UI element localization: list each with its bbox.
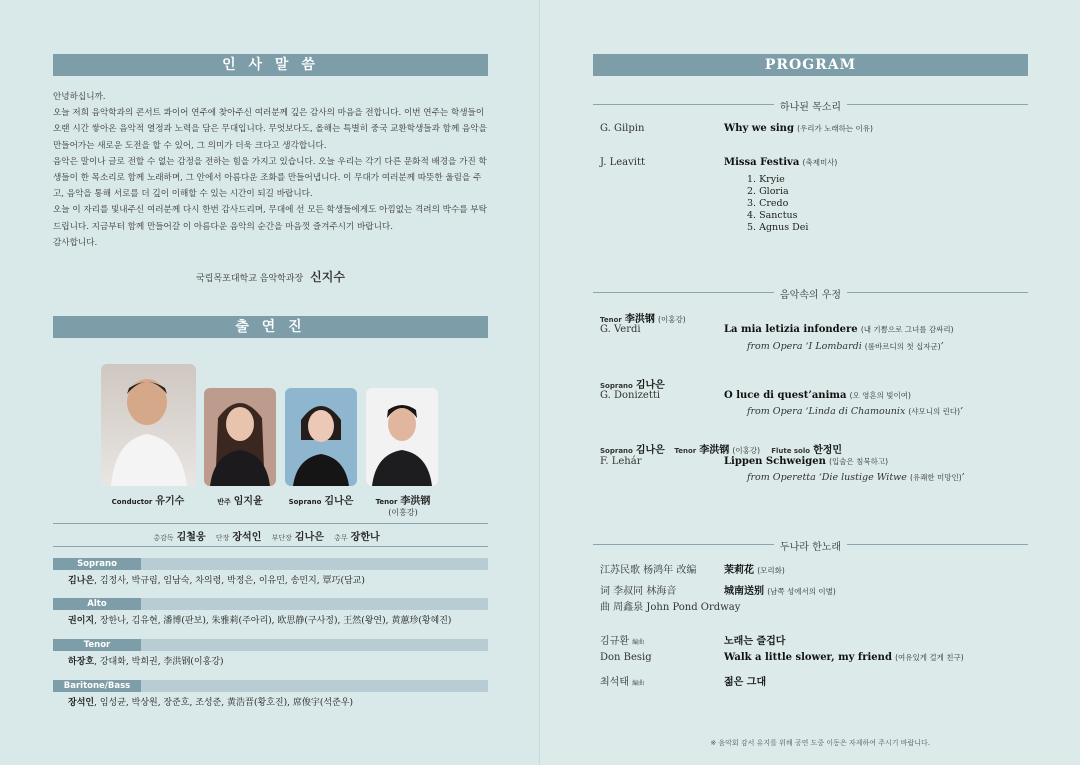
tenor-photo <box>366 388 438 486</box>
person-name: 李洪钢 <box>400 496 431 507</box>
role-label: Soprano <box>288 498 322 506</box>
pianist-photo <box>204 388 276 486</box>
composer-extra: 曲 周鑫泉 John Pond Ordway <box>600 602 741 613</box>
staff-name: 장한나 <box>350 532 380 543</box>
greeting-para: 안녕하십니까. <box>53 92 106 102</box>
work-title <box>724 157 837 168</box>
section-heading-text: 하나된 목소리 <box>774 102 847 113</box>
work-title-kr: (오 영혼의 빛이여) <box>849 391 911 400</box>
alto-section-bar <box>53 598 488 610</box>
opera-kr: (롬바르디의 첫 십자군) <box>864 342 941 351</box>
work-title-kr: (모리화) <box>757 566 785 575</box>
work-title-kr: (여유있게 걸게 친구) <box>895 653 964 662</box>
section-members: , 강대화, 박희권, 李洪钢(이홍강) <box>94 657 224 667</box>
work-title-text: Why we sing <box>724 123 794 134</box>
staff-line <box>53 528 488 543</box>
signature <box>53 268 488 285</box>
person-name: 유기수 <box>155 496 185 507</box>
performer-sub: (이홍강) <box>658 315 686 324</box>
work-title <box>724 632 785 647</box>
composer-name: 최석태 <box>600 677 629 688</box>
soprano-members <box>68 573 365 586</box>
staff-name: 김나은 <box>294 532 324 543</box>
greeting-text <box>53 89 488 251</box>
staff-role: 총감독 <box>153 534 174 542</box>
section-members: , 임성균, 박상원, 장준호, 조성준, 黄浩晋(황호진), 席俊宇(석준우) <box>94 698 353 708</box>
role-label: Soprano <box>600 447 633 455</box>
section-lead: 권이지 <box>68 616 95 626</box>
divider-line <box>53 523 488 524</box>
work-title <box>724 561 785 576</box>
opera-quote: ’ <box>961 472 965 483</box>
staff-name: 김철웅 <box>176 532 206 543</box>
role-label: Flute solo <box>771 447 811 455</box>
person-sub: (이홍강) <box>388 508 418 517</box>
work-title <box>724 652 964 663</box>
sign-name: 신지수 <box>310 270 345 284</box>
section-heading <box>593 98 1028 113</box>
work-title-text: La mia letizia infondere <box>724 324 858 335</box>
person-name: 김나은 <box>324 496 354 507</box>
movement: 2. Gloria <box>747 186 789 197</box>
greeting-para: 오늘 저희 음악학과의 콘서트 콰이어 연주에 찾아주신 여러분께 깊은 감사의 마음을 전합니다. 이번 연주는 학생들이 오랜 시간 쌓아온 음악적 열정과 노력을 담은 무대입니다. 무엇보다도, 올해는 특별히 중국 교환학생들과 함께 음악을 만들어가는 새로운 도전을 할 수 있어, 그 의미가 더욱 크다고 생각합니다. <box>53 108 487 151</box>
performer-name: 김나은 <box>635 380 665 391</box>
greeting-para: 오늘 이 자리를 빛내주신 여러분께 다시 한번 감사드리며, 무대에 선 모든 학생들에게도 아낌없는 격려의 박수를 부탁드립니다. 지금부터 함께 만들어갈 이 아름다운 음악의 순간을 마음껏 즐겨주시기 바랍니다. <box>53 205 487 232</box>
role-label: 반주 <box>217 498 231 506</box>
performer-name: 李洪钢 <box>699 445 730 456</box>
work-title <box>724 582 836 597</box>
performer-line <box>600 310 694 325</box>
role-label: Tenor <box>600 316 622 324</box>
alto-members <box>68 613 451 626</box>
opera-name: from Opera ‘I Lombardi <box>747 341 862 352</box>
composer: G. Gilpin <box>600 123 645 134</box>
opera-kr: (유쾌한 미망인) <box>909 473 962 482</box>
opera-source <box>747 406 963 417</box>
section-heading <box>593 286 1028 301</box>
conductor-photo <box>101 364 196 486</box>
role-label: Tenor <box>674 447 697 455</box>
section-heading-text: 두나라 한노래 <box>774 542 847 553</box>
bass-section-bar <box>53 680 488 692</box>
section-lead: 김나은 <box>68 576 95 586</box>
section-label: Alto <box>53 598 141 610</box>
work-title-text: O luce di quest’anima <box>724 390 847 401</box>
movement: 1. Kryie <box>747 174 785 185</box>
opera-kr: (샤모니의 린다) <box>908 407 961 416</box>
work-title-kr: (남쪽 성에서의 이별) <box>767 587 836 596</box>
conductor-caption <box>98 492 198 507</box>
role-label: Conductor <box>111 498 153 506</box>
composer: 词 李叔同 林海音 <box>600 586 677 597</box>
work-title <box>724 324 954 335</box>
movement: 5. Agnus Dei <box>747 222 809 233</box>
movement: 3. Credo <box>747 198 789 209</box>
work-title-kr: (축제미사) <box>802 158 838 167</box>
work-title <box>724 390 911 401</box>
role-label: Soprano <box>600 382 633 390</box>
composer: J. Leavitt <box>600 157 645 168</box>
work-title-kr: (내 기쁨으로 그녀를 감싸리) <box>860 325 954 334</box>
sign-org: 국립목포대학교 음악학과장 <box>196 274 304 284</box>
opera-name: from Opera ‘Linda di Chamounix <box>747 406 906 417</box>
performers-title: 출 연 진 <box>53 316 488 338</box>
composer: G. Verdi <box>600 324 641 335</box>
opera-quote: ’ <box>960 406 964 417</box>
staff-role: 단장 <box>215 534 230 542</box>
divider-line <box>53 546 488 547</box>
opera-quote: ’ <box>940 341 944 352</box>
opera-source <box>747 341 944 352</box>
program-title: PROGRAM <box>593 54 1028 76</box>
section-lead: 장석인 <box>68 698 95 708</box>
soprano-photo <box>285 388 357 486</box>
work-title-text: 노래는 즐겁다 <box>724 636 786 647</box>
movement-list <box>747 174 808 234</box>
soprano-section-bar <box>53 558 488 570</box>
work-title-text: Missa Festiva <box>724 157 800 168</box>
composer: F. Lehár <box>600 456 642 467</box>
performer-line <box>600 441 842 456</box>
composer: 江苏民歌 杨鸿年 改编 <box>600 565 697 576</box>
staff-role: 부단장 <box>271 534 292 542</box>
section-label: Tenor <box>53 639 141 651</box>
work-title <box>724 456 888 467</box>
section-lead: 하장호 <box>68 657 95 667</box>
opera-source <box>747 472 965 483</box>
section-members: , 김정사, 박규림, 임남숙, 차의령, 박정은, 이유민, 송민지, 覃巧(담교) <box>94 576 365 586</box>
section-label: Soprano <box>53 558 141 570</box>
greeting-title: 인 사 말 씀 <box>53 54 488 76</box>
composer: G. Donizetti <box>600 390 661 401</box>
composer: Don Besig <box>600 652 652 663</box>
arranger-mark: 編曲 <box>632 680 645 687</box>
performer-line <box>600 376 665 391</box>
performer-name: 한정민 <box>813 445 843 456</box>
movement: 4. Sanctus <box>747 210 798 221</box>
section-heading <box>593 538 1028 553</box>
greeting-para: 감사합니다. <box>53 237 98 248</box>
work-title-text: 城南送别 <box>724 586 764 597</box>
work-title-text: Walk a little slower, my friend <box>724 652 892 663</box>
tenor-caption <box>353 492 453 518</box>
tenor-section-bar <box>53 639 488 651</box>
tenor-members <box>68 654 224 667</box>
person-name: 임지윤 <box>233 496 263 507</box>
section-heading-text: 음악속의 우정 <box>774 290 847 301</box>
composer <box>600 673 644 688</box>
performer-name: 김나은 <box>635 445 665 456</box>
section-label: Baritone/Bass <box>53 680 141 692</box>
opera-name: from Operetta ‘Die lustige Witwe <box>747 472 907 483</box>
composer <box>600 632 644 647</box>
bass-members <box>68 695 353 708</box>
staff-role: 총무 <box>334 534 348 542</box>
work-title-text: Lippen Schweigen <box>724 456 826 467</box>
performer-name: 李洪钢 <box>624 314 655 325</box>
work-title-kr: (입술은 침묵하고) <box>829 457 889 466</box>
arranger-mark: 編曲 <box>632 639 645 646</box>
section-members: , 장한나, 김유현, 潘博(판보), 朱雅莉(주아리), 欧思静(구사정), 王然(왕연), 黄蕙珍(황혜진) <box>94 616 452 626</box>
staff-name: 장석인 <box>232 532 262 543</box>
composer-name: 김규환 <box>600 636 629 647</box>
footnote: ※ 음악회 감서 유지를 위해 공연 도중 이동은 자제하여 주시기 바랍니다. <box>710 739 930 747</box>
work-title-text: 茉莉花 <box>724 565 754 576</box>
work-title <box>724 123 873 134</box>
work-title-text: 젊은 그대 <box>724 677 767 688</box>
work-title-kr: (우리가 노래하는 이유) <box>797 124 873 133</box>
work-title <box>724 673 766 688</box>
role-label: Tenor <box>375 498 398 506</box>
greeting-para: 음악은 말이나 글로 전할 수 없는 감정을 전하는 힘을 가지고 있습니다. 오늘 우리는 각기 다른 문화적 배경을 가진 학생들이 한 목소리로 함께 노래하며, 그 안에서 아름다운 조화를 만들어냅니다. 이 무대가 여러분께 따뜻한 울림을 주고, 음악을 통해 서로를 더 깊이 이해할 수 있는 시간이 되길 바랍니다. <box>53 156 487 200</box>
performer-sub: (이홍강) <box>732 446 760 455</box>
